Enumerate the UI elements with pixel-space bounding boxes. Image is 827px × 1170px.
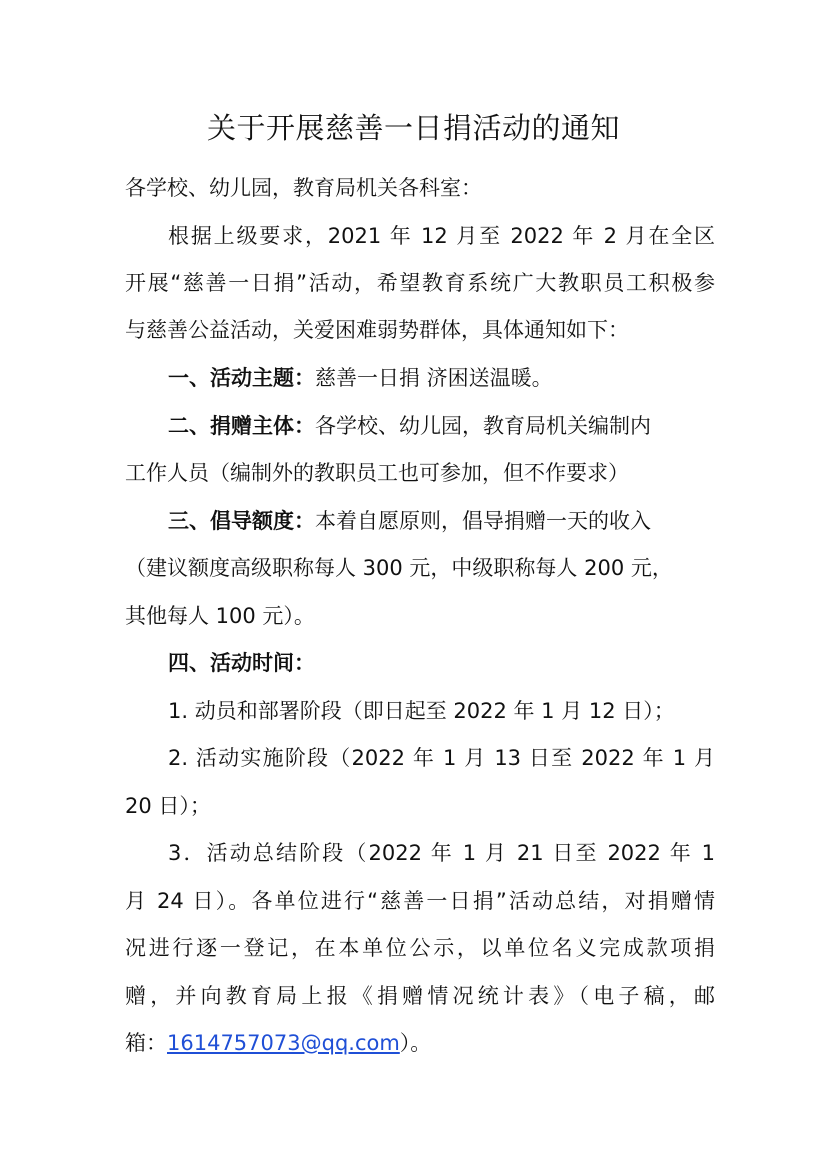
intro-line-1: 根据上级要求，2021 年 12 月至 2022 年 2 月在全区: [168, 224, 715, 248]
intro-line-2: 开展“慈善一日捐”活动，希望教育系统广大教职员工积极参: [125, 271, 715, 295]
email-suffix: ）。: [399, 1031, 432, 1055]
section-1: [168, 363, 715, 393]
section-2-line-2: 工作人员（编制外的教职员工也可参加，但不作要求）: [125, 461, 629, 485]
section-4-item-2-line-1: 2. 活动实施阶段（2022 年 1 月 13 日至 2022 年 1 月: [168, 746, 715, 770]
section-4-item-3-line-2: 月 24 日）。各单位进行“慈善一日捐”活动总结，对捐赠情: [125, 889, 715, 913]
section-3-heading: 三、倡导额度：: [168, 509, 315, 533]
section-3-text-1: 本着自愿原则，倡导捐赠一天的收入: [315, 509, 651, 533]
section-4-item-3-line-5: [125, 1028, 715, 1058]
document-title: 关于开展慈善一日捐活动的通知: [206, 111, 620, 145]
section-2-heading: 二、捐赠主体：: [168, 414, 315, 438]
section-3-line-2: （建议额度高级职称每人 300 元，中级职称每人 200 元，: [125, 556, 673, 580]
section-1-heading: 一、活动主题：: [168, 366, 315, 390]
section-2-line-1: [168, 411, 715, 441]
section-3-line-3: 其他每人 100 元）。: [125, 604, 315, 628]
section-4-item-3-line-1: 3．活动总结阶段（2022 年 1 月 21 日至 2022 年 1: [168, 841, 715, 865]
section-4-item-3-line-4: 赠，并向教育局上报《捐赠情况统计表》（电子稿，邮: [125, 984, 715, 1008]
section-2-text-1: 各学校、幼儿园，教育局机关编制内: [315, 414, 651, 438]
salutation: 各学校、幼儿园，教育局机关各科室：: [125, 176, 482, 200]
section-4-item-3-line-3: 况进行逐一登记，在本单位公示，以单位名义完成款项捐: [125, 936, 715, 960]
section-1-text: 慈善一日捐 济困送温暖。: [315, 366, 553, 390]
intro-line-3: 与慈善公益活动，关爱困难弱势群体，具体通知如下：: [125, 318, 629, 342]
email-link[interactable]: 1614757073@qq.com: [167, 1031, 400, 1055]
section-4-heading: 四、活动时间：: [168, 651, 315, 675]
section-4-item-2-line-2: 20 日）；: [125, 794, 211, 818]
section-4-item-1: 1. 动员和部署阶段（即日起至 2022 年 1 月 12 日）；: [168, 699, 675, 723]
email-prefix: 箱：: [125, 1031, 167, 1055]
section-3-line-1: [168, 506, 715, 536]
